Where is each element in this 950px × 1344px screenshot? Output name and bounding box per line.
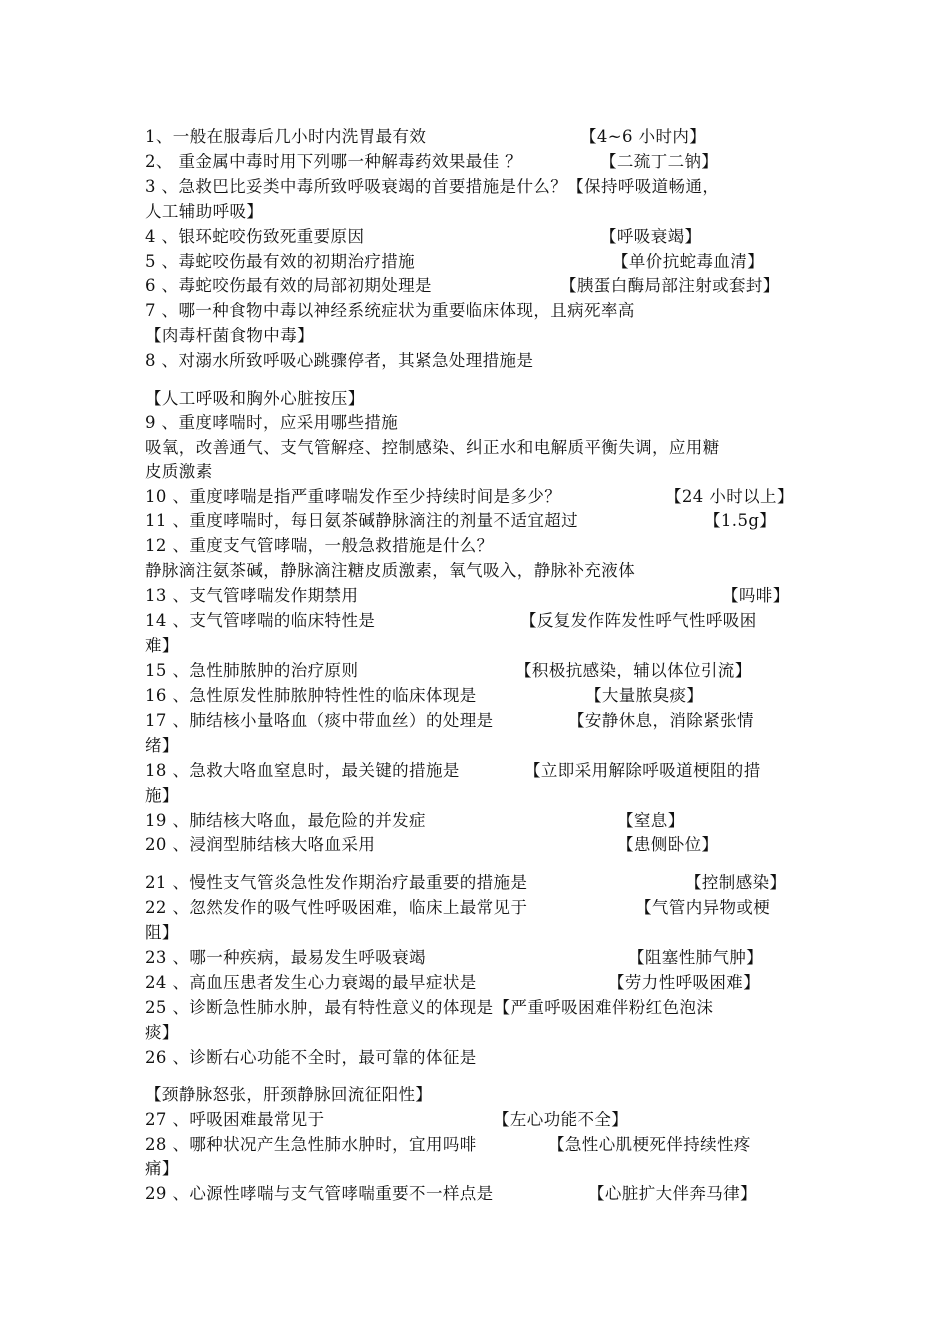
- question-text: 难】: [145, 636, 179, 655]
- text-line: [145, 1157, 179, 1181]
- question-text: 6 、毒蛇咬伤最有效的局部初期处理是: [145, 276, 432, 295]
- question-text: 25 、诊断急性肺水肿，最有特性意义的体现是【严重呼吸困难伴粉红色泡沫: [145, 998, 714, 1017]
- question-text: 9 、重度哮喘时，应采用哪些措施: [145, 413, 399, 432]
- text-line: [145, 784, 179, 808]
- question-text: 17 、肺结核小量咯血（痰中带血丝）的处理是: [145, 711, 494, 730]
- question-text: 22 、忽然发作的吸气性呼吸困难，临床上最常见于: [145, 898, 528, 917]
- question-text: 16 、急性原发性肺脓肿特性性的临床体现是: [145, 686, 477, 705]
- text-line: [145, 833, 719, 857]
- question-text: 痰】: [145, 1023, 179, 1042]
- text-line: [145, 559, 635, 583]
- text-line: [145, 1108, 629, 1132]
- text-line: [145, 250, 765, 274]
- question-text: 14 、支气管哮喘的临床特性是: [145, 611, 376, 630]
- text-line: [145, 659, 752, 683]
- text-line: [145, 921, 179, 945]
- question-text: 4 、银环蛇咬伤致死重要原因: [145, 227, 365, 246]
- answer-text: 【24 小时以上】: [665, 487, 794, 506]
- text-line: [145, 609, 757, 633]
- question-text: 24 、高血压患者发生心力衰竭的最早症状是: [145, 973, 477, 992]
- question-text: 【肉毒杆菌食物中毒】: [145, 326, 314, 345]
- question-text: 21 、慢性支气管炎急性发作期治疗最重要的措施是: [145, 873, 528, 892]
- question-text: 施】: [145, 786, 179, 805]
- question-text: 静脉滴注氨茶碱，静脉滴注糖皮质激素，氧气吸入，静脉补充液体: [145, 561, 636, 580]
- answer-text: 【左心功能不全】: [493, 1110, 629, 1129]
- text-line: [145, 1083, 432, 1107]
- question-text: 5 、毒蛇咬伤最有效的初期治疗措施: [145, 252, 416, 271]
- text-line: [145, 634, 179, 658]
- text-line: [145, 299, 635, 323]
- answer-text: 【呼吸衰竭】: [600, 227, 702, 246]
- question-text: 3 、急救巴比妥类中毒所致呼吸衰竭的首要措施是什么？【保持呼吸道畅通，: [145, 177, 720, 196]
- text-line: [145, 225, 702, 249]
- question-text: 20 、浸润型肺结核大咯血采用: [145, 835, 376, 854]
- answer-text: 【窒息】: [617, 811, 685, 830]
- question-text: 【颈静脉怒张，肝颈静脉回流征阳性】: [145, 1085, 433, 1104]
- text-line: [145, 200, 263, 224]
- text-line: [145, 584, 790, 608]
- question-text: 绪】: [145, 736, 179, 755]
- answer-text: 【安静休息，消除紧张情: [568, 711, 754, 730]
- question-text: 23 、哪一种疾病，最易发生呼吸衰竭: [145, 948, 426, 967]
- text-line: [145, 485, 794, 509]
- question-text: 18 、急救大咯血窒息时，最关键的措施是: [145, 761, 460, 780]
- answer-text: 【吗啡】: [722, 586, 790, 605]
- text-line: [145, 1046, 477, 1070]
- question-text: 皮质激素: [145, 462, 213, 481]
- text-line: [145, 946, 764, 970]
- answer-text: 【积极抗感染，辅以体位引流】: [515, 661, 752, 680]
- text-line: [145, 684, 704, 708]
- text-line: [145, 896, 771, 920]
- text-line: [145, 509, 777, 533]
- text-line: [145, 411, 398, 435]
- text-line: [145, 971, 761, 995]
- text-line: [145, 125, 707, 149]
- question-text: 阻】: [145, 923, 179, 942]
- question-text: 10 、重度哮喘是指严重哮喘发作至少持续时间是多少？: [145, 487, 562, 506]
- answer-text: 【心脏扩大伴奔马律】: [588, 1184, 757, 1203]
- question-text: 19 、肺结核大咯血，最危险的并发症: [145, 811, 426, 830]
- answer-text: 【1.5g】: [704, 511, 777, 530]
- question-text: 【人工呼吸和胸外心脏按压】: [145, 389, 365, 408]
- text-line: [145, 387, 365, 411]
- text-line: [145, 349, 533, 373]
- answer-text: 【急性心肌梗死伴持续性疼: [548, 1135, 751, 1154]
- question-text: 26 、诊断右心功能不全时，最可靠的体征是: [145, 1048, 477, 1067]
- question-text: 2、 重金属中毒时用下列哪一种解毒药效果最佳 ？: [145, 152, 523, 171]
- text-line: [145, 759, 761, 783]
- answer-text: 【患侧卧位】: [617, 835, 719, 854]
- question-text: 痛】: [145, 1159, 179, 1178]
- answer-text: 【反复发作阵发性呼气性呼吸困: [520, 611, 757, 630]
- text-line: [145, 871, 787, 895]
- text-line: [145, 1021, 179, 1045]
- answer-text: 【大量脓臭痰】: [585, 686, 704, 705]
- text-line: [145, 809, 685, 833]
- answer-text: 【二巯丁二钠】: [600, 152, 719, 171]
- question-text: 12 、重度支气管哮喘，一般急救措施是什么？: [145, 536, 494, 555]
- question-text: 27 、呼吸困难最常见于: [145, 1110, 325, 1129]
- question-text: 28 、哪种状况产生急性肺水肿时，宜用吗啡: [145, 1135, 477, 1154]
- text-line: [145, 709, 754, 733]
- text-line: [145, 175, 719, 199]
- answer-text: 【4~6 小时内】: [580, 127, 707, 146]
- text-line: [145, 274, 780, 298]
- answer-text: 【气管内异物或梗: [635, 898, 771, 917]
- answer-text: 【劳力性呼吸困难】: [608, 973, 761, 992]
- text-line: [145, 996, 713, 1020]
- text-line: [145, 460, 213, 484]
- text-line: [145, 734, 179, 758]
- text-line: [145, 534, 494, 558]
- text-line: [145, 436, 720, 460]
- answer-text: 【单价抗蛇毒血清】: [612, 252, 765, 271]
- answer-text: 【阻塞性肺气肿】: [628, 948, 764, 967]
- text-line: [145, 324, 314, 348]
- answer-text: 【控制感染】: [685, 873, 787, 892]
- answer-text: 【立即采用解除呼吸道梗阻的措: [524, 761, 761, 780]
- question-text: 8 、对溺水所致呼吸心跳骤停者，其紧急处理措施是: [145, 351, 534, 370]
- text-line: [145, 1133, 751, 1157]
- question-text: 13 、支气管哮喘发作期禁用: [145, 586, 359, 605]
- answer-text: 【胰蛋白酶局部注射或套封】: [560, 276, 780, 295]
- question-text: 29 、心源性哮喘与支气管哮喘重要不一样点是: [145, 1184, 494, 1203]
- question-text: 人工辅助呼吸】: [145, 202, 264, 221]
- question-text: 11 、重度哮喘时，每日氨茶碱静脉滴注的剂量不适宜超过: [145, 511, 579, 530]
- question-text: 7 、哪一种食物中毒以神经系统症状为重要临床体现，且病死率高: [145, 301, 635, 320]
- text-line: [145, 1182, 757, 1206]
- question-text: 吸氧，改善通气、支气管解痉、控制感染、纠正水和电解质平衡失调，应用糖: [145, 438, 720, 457]
- text-line: [145, 150, 719, 174]
- question-text: 15 、急性肺脓肿的治疗原则: [145, 661, 359, 680]
- question-text: 1、一般在服毒后几小时内洗胃最有效: [145, 127, 427, 146]
